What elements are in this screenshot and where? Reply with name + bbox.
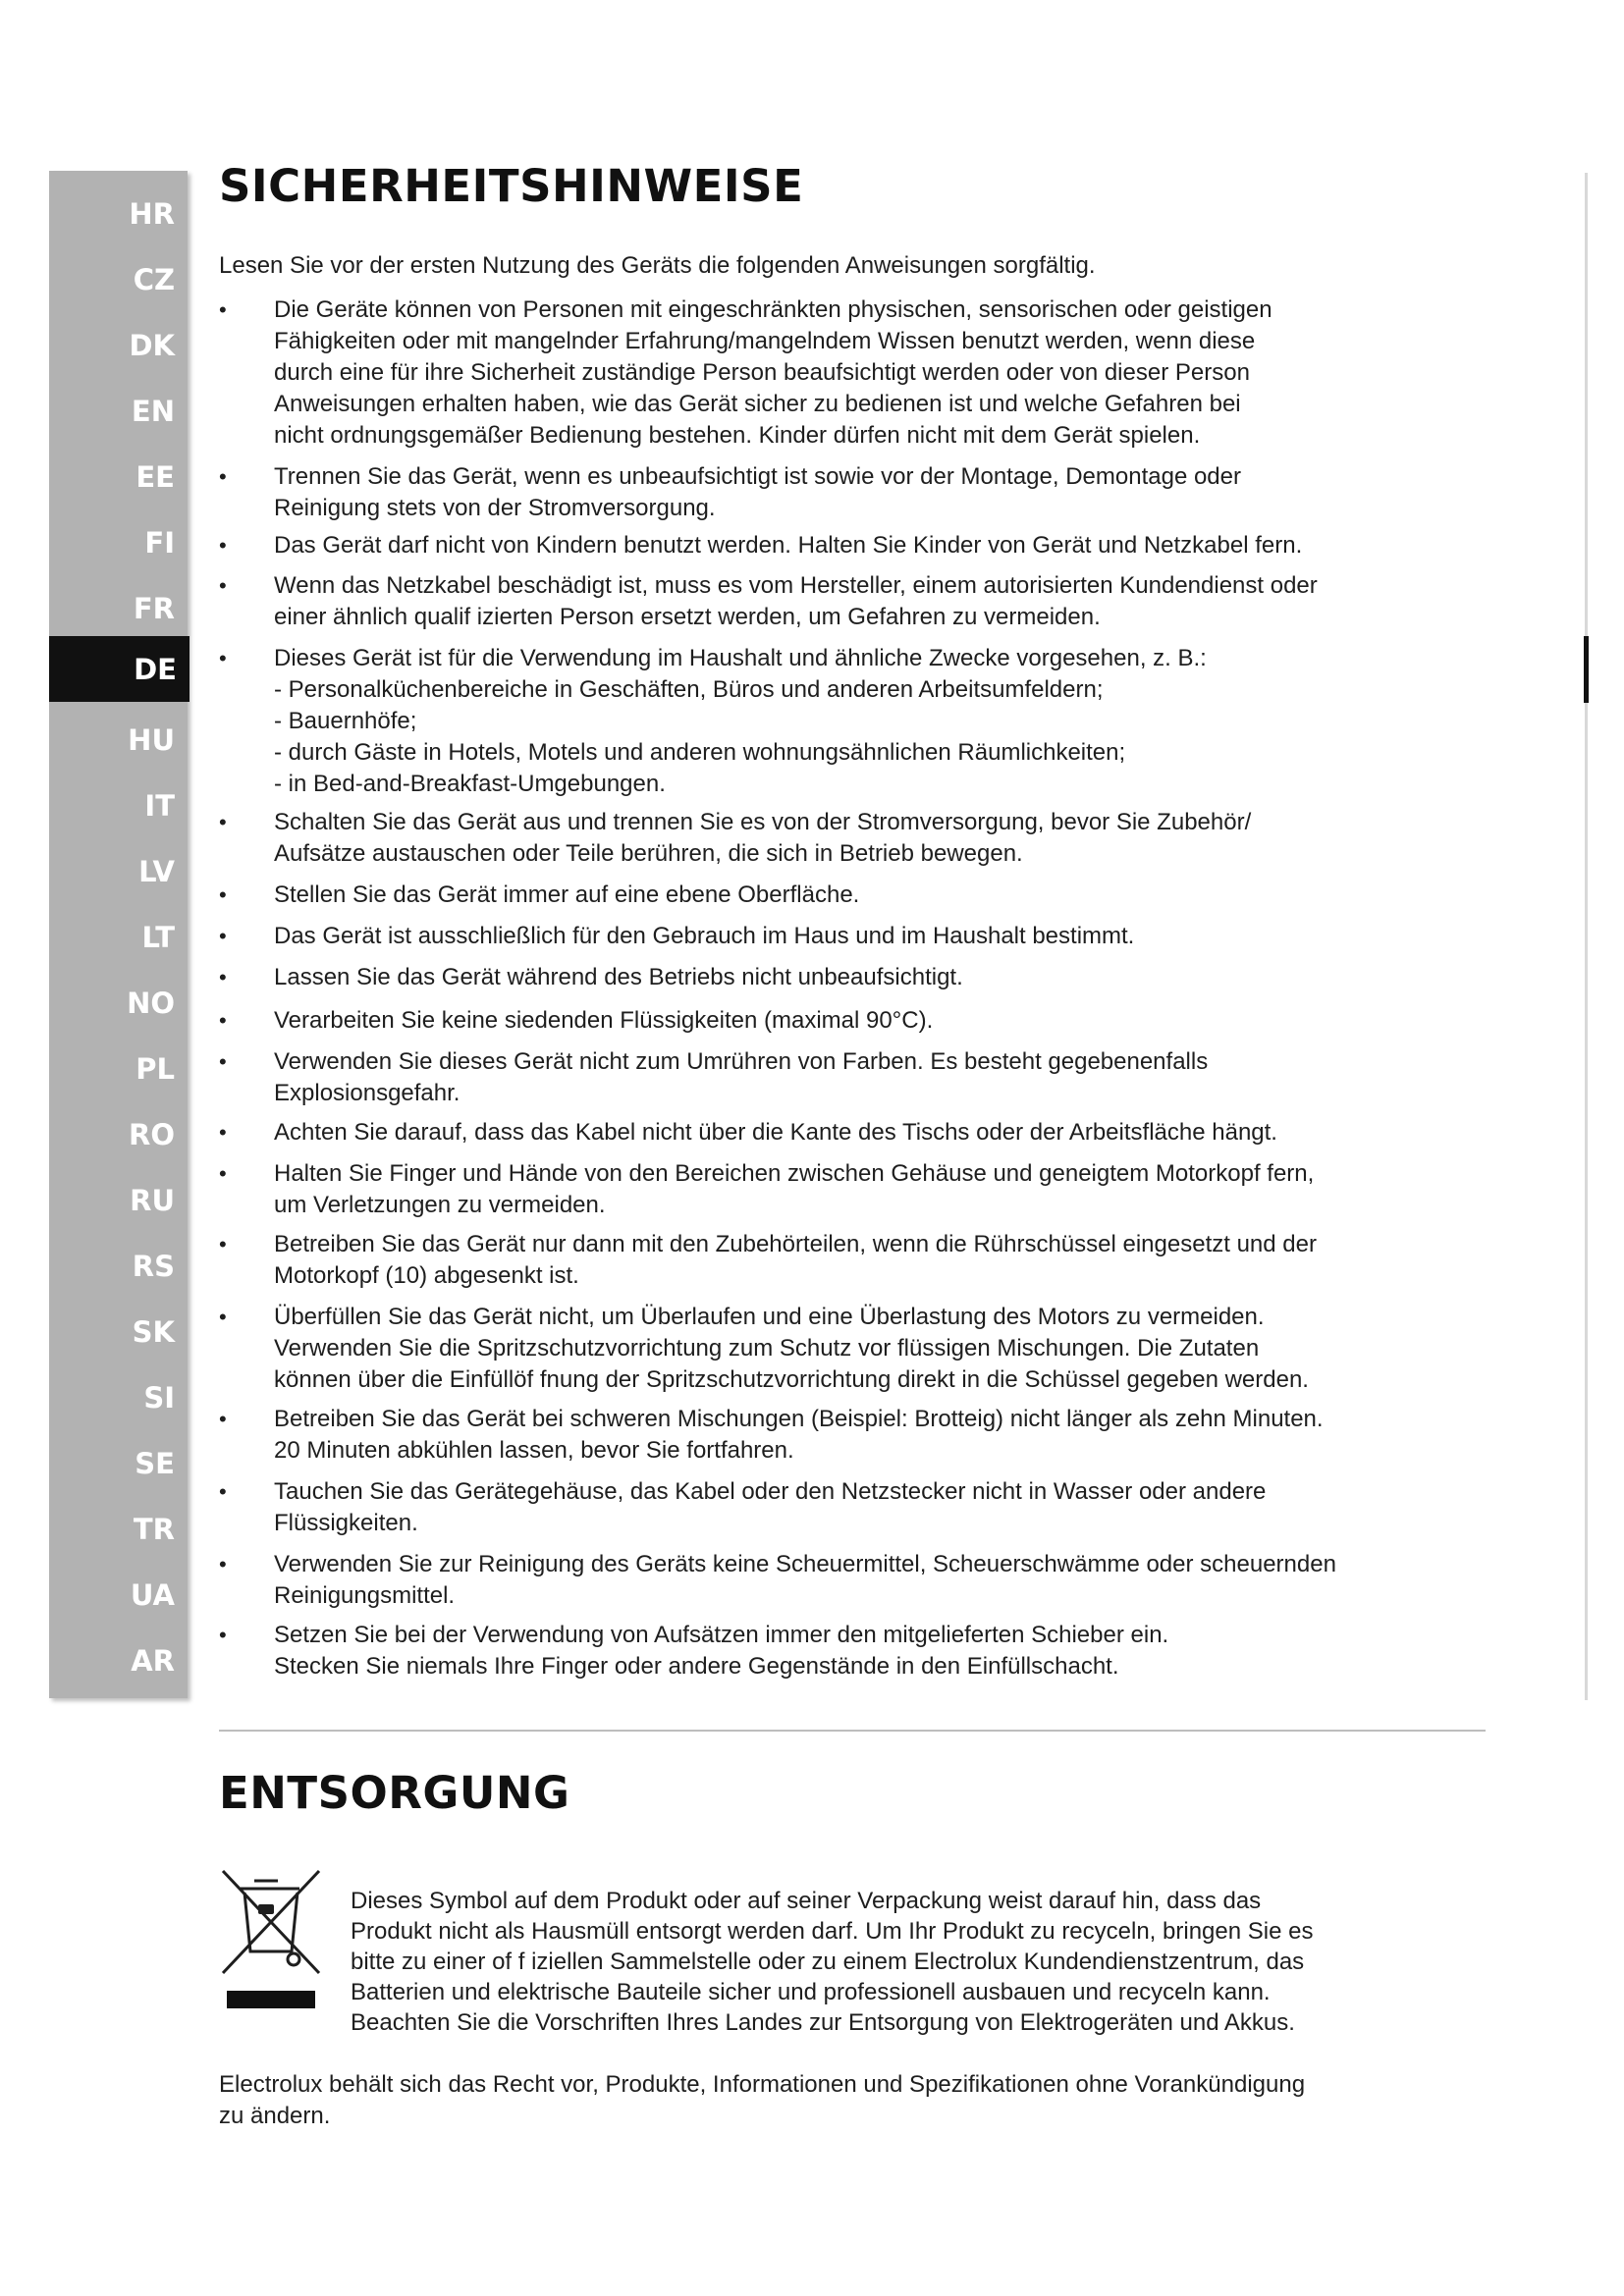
list-item-text: Achten Sie darauf, dass das Kabel nicht über die Kante des Tischs oder der Arbeitsfläche hängt.: [274, 1119, 1277, 1146]
bullet-marker: •: [219, 1305, 227, 1329]
bullet-marker: •: [219, 965, 227, 989]
list-item-text: Lassen Sie das Gerät während des Betriebs nicht unbeaufsichtigt.: [274, 964, 963, 990]
list-item-text: Verwenden Sie dieses Gerät nicht zum Umrühren von Farben. Es besteht gegebenenfalls Explosionsgefahr.: [274, 1048, 1209, 1106]
bullet-marker: •: [219, 882, 227, 907]
lang-tab-fi[interactable]: FI: [144, 526, 175, 560]
lang-tab-cz[interactable]: CZ: [133, 263, 175, 296]
list-item-text: Das Gerät darf nicht von Kindern benutzt werden. Halten Sie Kinder von Gerät und Netzkabel fern.: [274, 532, 1303, 559]
lang-tab-ar[interactable]: AR: [131, 1644, 175, 1678]
right-edge-section-marker: [1584, 636, 1589, 703]
lang-tab-ee[interactable]: EE: [135, 460, 175, 494]
list-item-text: Betreiben Sie das Gerät bei schweren Mischungen (Beispiel: Brotteig) nicht länger als zehn Minuten. 20 Minuten abkühlen lassen, bevor Sie fortfahren.: [274, 1406, 1324, 1464]
list-item-text: Verarbeiten Sie keine siedenden Flüssigkeiten (maximal 90°C).: [274, 1007, 934, 1034]
list-item-text: Setzen Sie bei der Verwendung von Aufsätzen immer den mitgelieferten Schieber ein. Stecken Sie niemals Ihre Finger oder andere Gegenstände in den Einfüllschacht.: [274, 1622, 1169, 1680]
bullet-marker: •: [219, 573, 227, 598]
section-divider: [219, 1730, 1486, 1732]
bullet-marker: •: [219, 1623, 227, 1647]
disposal-text: Dieses Symbol auf dem Produkt oder auf seiner Verpackung weist darauf hin, dass das Produkt nicht als Hausmüll entsorgt werden darf. Um Ihr Produkt zu recyceln, bringen Sie es bitte zu einer of f iziellen Sammelstelle oder zu einem Electrolux Kundendienstzentrum, das Batterien und elektrische Bauteile sicher und professionell ausbauen und recyceln kann. Beachten Sie die Vorschriften Ihres Landes zur Entsorgung von Elektrogeräten und Akkus.: [351, 1888, 1314, 2036]
lang-tab-it[interactable]: IT: [144, 789, 175, 823]
bullet-marker: •: [219, 1008, 227, 1033]
bullet-marker: •: [219, 464, 227, 489]
lang-tab-lv[interactable]: LV: [138, 855, 175, 888]
bullet-marker: •: [219, 1479, 227, 1504]
list-item-text: Dieses Gerät ist für die Verwendung im Haushalt und ähnliche Zwecke vorgesehen, z. B.: - Personalküchenbereiche in Geschäften, Büros und anderen Arbeitsumfeldern; - Bauernhöfe; - durch Gäste in Hotels, Motels und anderen wohnungsähnlichen Räumlichkeiten; - in Bed-and-Breakfast-Umgebungen.: [274, 645, 1207, 797]
bullet-marker: •: [219, 297, 227, 322]
list-item-text: Die Geräte können von Personen mit eingeschränkten physischen, sensorischen oder geistigen Fähigkeiten oder mit mangelnder Erfahrung/mangelndem Wissen benutzt werden, wenn diese durch eine für ihre Sicherheit zuständige Person beaufsichtigt werden oder von dieser Person Anweisungen erhalten haben, wie das Gerät sicher zu bedienen ist und welche Gefahren bei nicht ordnungsgemäßer Bedienung bestehen. Kinder dürfen nicht mit dem Gerät spielen.: [274, 296, 1272, 449]
lang-tab-sk[interactable]: SK: [132, 1315, 175, 1349]
lang-tab-no[interactable]: NO: [127, 987, 175, 1020]
lang-tab-si[interactable]: SI: [143, 1381, 175, 1415]
lang-tab-hu[interactable]: HU: [128, 723, 175, 757]
list-item-text: Tauchen Sie das Gerätegehäuse, das Kabel oder den Netzstecker nicht in Wasser oder andere Flüssigkeiten.: [274, 1478, 1267, 1536]
bullet-marker: •: [219, 1120, 227, 1145]
bullet-marker: •: [219, 924, 227, 948]
lang-tab-ru[interactable]: RU: [130, 1184, 175, 1217]
lang-tab-tr[interactable]: TR: [133, 1513, 175, 1546]
list-item-text: Betreiben Sie das Gerät nur dann mit den Zubehörteilen, wenn die Rührschüssel eingesetzt und der Motorkopf (10) abgesenkt ist.: [274, 1231, 1317, 1289]
lang-tab-hr[interactable]: HR: [129, 197, 175, 231]
bullet-marker: •: [219, 1407, 227, 1431]
lang-tab-en[interactable]: EN: [131, 395, 175, 428]
lang-tab-se[interactable]: SE: [135, 1447, 175, 1480]
lang-tab-ua[interactable]: UA: [130, 1578, 175, 1612]
bullet-marker: •: [219, 1232, 227, 1256]
bullet-marker: •: [219, 1161, 227, 1186]
list-item-text: Schalten Sie das Gerät aus und trennen Sie es von der Stromversorgung, bevor Sie Zubehör/ Aufsätze austauschen oder Teile berühren, die sich in Betrieb bewegen.: [274, 809, 1252, 867]
lang-tab-pl[interactable]: PL: [135, 1052, 175, 1086]
crossed-out-wheelie-bin-icon: [219, 1865, 323, 2012]
lang-tab-lt[interactable]: LT: [141, 921, 175, 954]
footer-note: Electrolux behält sich das Recht vor, Produkte, Informationen und Spezifikationen ohne Vorankündigung zu ändern.: [219, 2071, 1306, 2129]
bullet-marker: •: [219, 1049, 227, 1074]
disposal-heading: ENTSORGUNG: [219, 1767, 570, 1819]
list-item-text: Das Gerät ist ausschließlich für den Gebrauch im Haus und im Haushalt bestimmt.: [274, 923, 1135, 949]
lang-tab-dk[interactable]: DK: [129, 329, 175, 362]
lang-tab-de-active[interactable]: DE: [49, 636, 189, 702]
safety-heading: SICHERHEITSHINWEISE: [219, 160, 804, 212]
list-item-text: Trennen Sie das Gerät, wenn es unbeaufsichtigt ist sowie vor der Montage, Demontage oder Reinigung stets von der Stromversorgung.: [274, 463, 1241, 521]
list-item-text: Verwenden Sie zur Reinigung des Geräts keine Scheuermittel, Scheuerschwämme oder scheuernden Reinigungsmittel.: [274, 1551, 1336, 1609]
list-item-text: Halten Sie Finger und Hände von den Bereichen zwischen Gehäuse und geneigtem Motorkopf fern, um Verletzungen zu vermeiden.: [274, 1160, 1315, 1218]
bullet-marker: •: [219, 1552, 227, 1576]
bullet-marker: •: [219, 646, 227, 670]
bullet-marker: •: [219, 810, 227, 834]
language-sidebar: [49, 171, 188, 1698]
lang-tab-rs[interactable]: RS: [132, 1250, 175, 1283]
list-item-text: Wenn das Netzkabel beschädigt ist, muss es vom Hersteller, einem autorisierten Kundendienst oder einer ähnlich qualif izierten Person ersetzt werden, um Gefahren zu vermeiden.: [274, 572, 1318, 630]
list-item-text: Überfüllen Sie das Gerät nicht, um Überlaufen und eine Überlastung des Motors zu vermeiden. Verwenden Sie die Spritzschutzvorrichtung zum Schutz vor flüssigen Mischungen. Die Zutaten können über die Einfüllöf fnung der Spritzschutzvorrichtung direkt in die Schüssel gegeben werden.: [274, 1304, 1309, 1393]
lang-tab-fr[interactable]: FR: [133, 592, 175, 625]
right-edge-rule: [1585, 173, 1588, 1700]
list-item-text: Stellen Sie das Gerät immer auf eine ebene Oberfläche.: [274, 881, 860, 908]
lang-tab-ro[interactable]: RO: [129, 1118, 175, 1151]
bullet-marker: •: [219, 533, 227, 558]
safety-intro: Lesen Sie vor der ersten Nutzung des Geräts die folgenden Anweisungen sorgfältig.: [219, 252, 1096, 279]
